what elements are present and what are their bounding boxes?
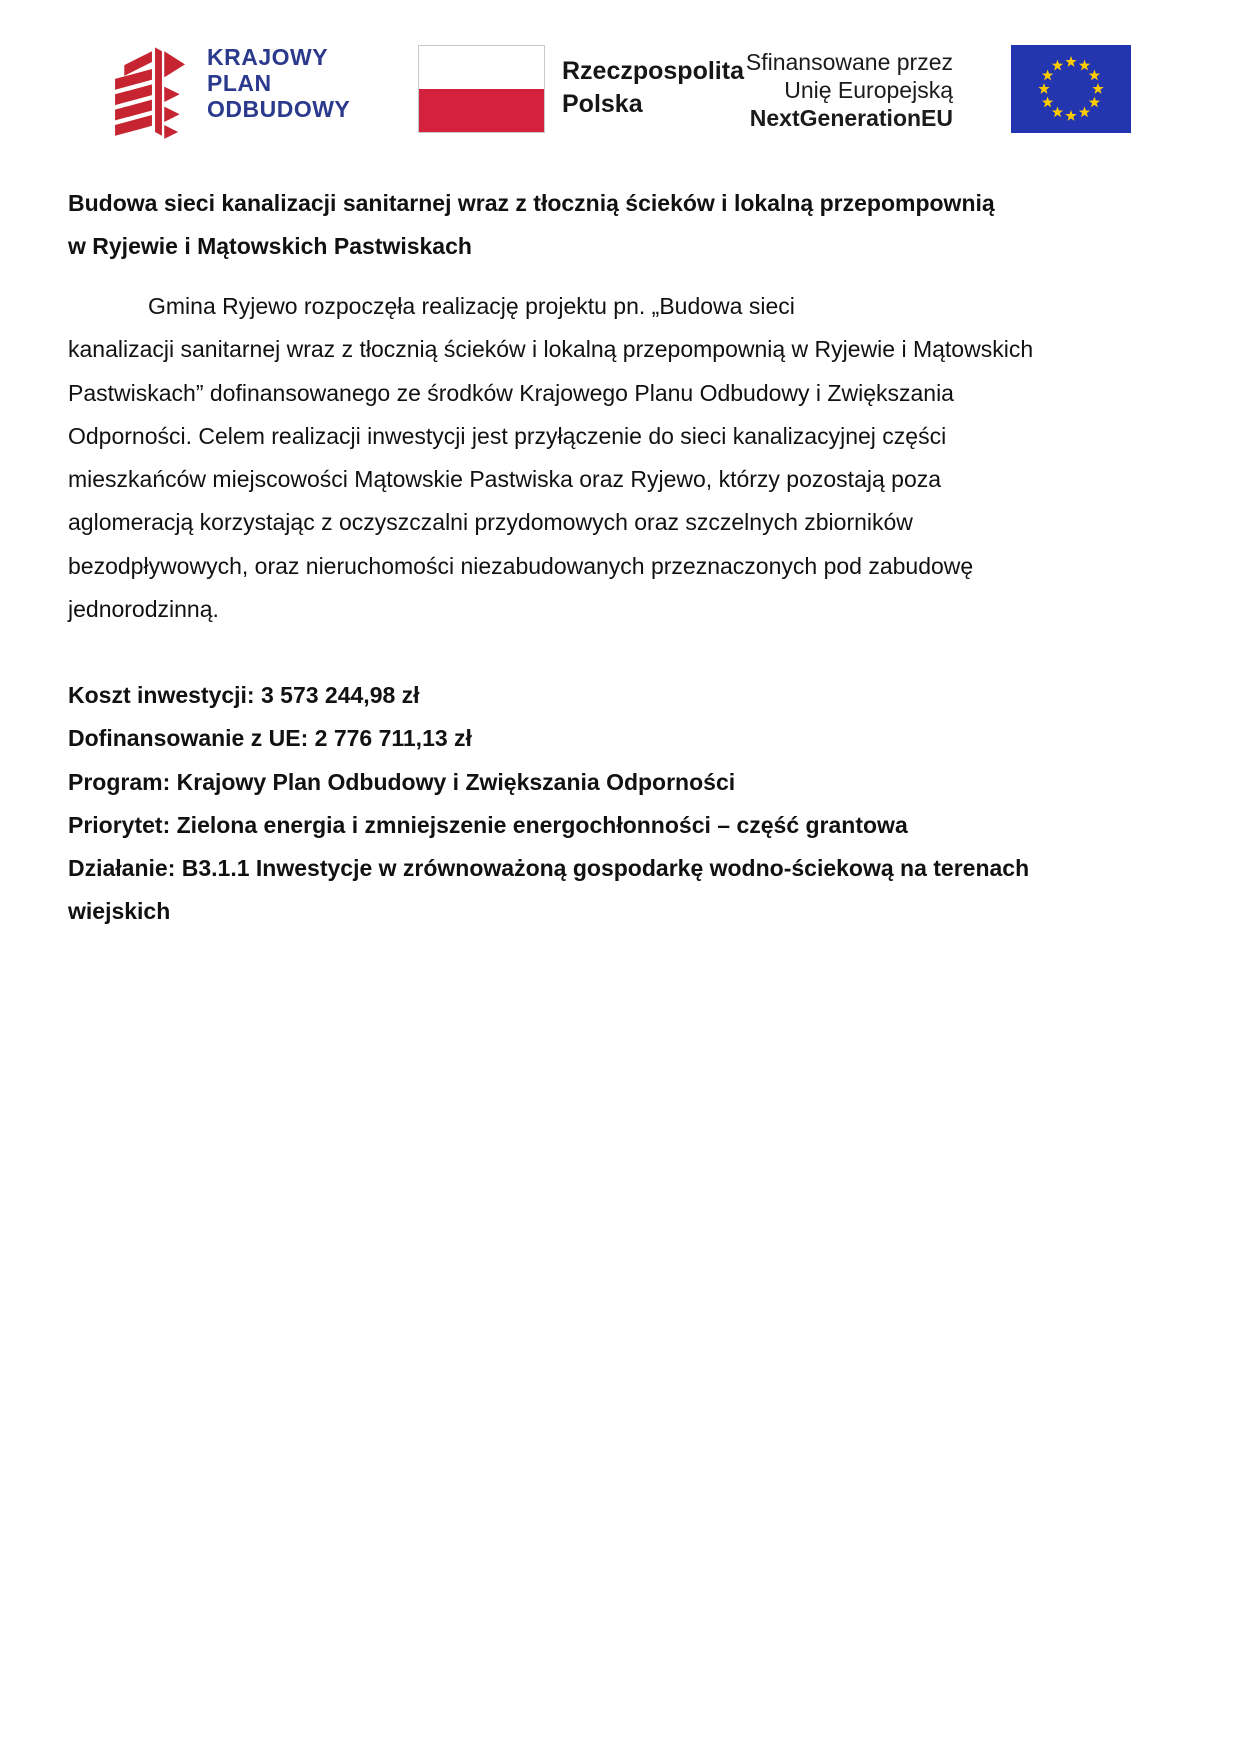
detail-action: Działanie: B3.1.1 Inwestycje w zrównoważoną gospodarkę wodno-ściekową na terenach	[68, 855, 1030, 882]
paragraph-line: Gmina Ryjewo rozpoczęła realizację projektu pn. „Budowa sieci	[148, 293, 795, 319]
detail-program: Program: Krajowy Plan Odbudowy i Zwiększania Odporności	[68, 768, 736, 795]
poland-flag-white-stripe	[419, 46, 544, 89]
paragraph-line: Odporności. Celem realizacji inwestycji jest przyłączenie do sieci kanalizacyjnej części	[68, 422, 947, 449]
paragraph-line: mieszkańców miejscowości Mątowskie Pastwiska oraz Ryjewo, którzy pozostają poza	[68, 466, 942, 493]
paragraph-line: jednorodzinną.	[68, 596, 219, 623]
project-description-paragraph	[68, 285, 1033, 631]
eu-funding-line: Sfinansowane przez	[745, 49, 953, 75]
detail-priority: Priorytet: Zielona energia i zmniejszenie energochłonności – część grantowa	[68, 811, 908, 838]
next-generation-eu-label: NextGenerationEU	[749, 105, 953, 131]
eu-funding-text	[690, 48, 953, 132]
title-line: Budowa sieci kanalizacji sanitarnej wraz z tłocznią ścieków i lokalną przepompownią	[68, 190, 995, 216]
project-details	[68, 674, 1029, 934]
paragraph-line: aglomeracją korzystając z oczyszczalni przydomowych oraz szczelnych zbiorników	[68, 509, 913, 536]
poland-name-line: Polska	[562, 90, 643, 118]
kpo-logo-line: KRAJOWY	[207, 44, 329, 70]
kpo-building-icon	[112, 45, 185, 139]
kpo-logo-text	[207, 44, 350, 122]
kpo-logo-line: PLAN	[207, 70, 272, 96]
poland-flag	[418, 45, 545, 133]
document-title	[68, 182, 995, 269]
detail-action-continued: wiejskich	[68, 898, 171, 925]
detail-eu-funding: Dofinansowanie z UE: 2 776 711,13 zł	[68, 725, 472, 752]
paragraph-line: bezodpływowych, oraz nieruchomości niezabudowanych przeznaczonych pod zabudowę	[68, 552, 974, 579]
paragraph-line: kanalizacji sanitarnej wraz z tłocznią ścieków i lokalną przepompownią w Ryjewie i Mątowskich	[68, 336, 1034, 363]
kpo-logo-line: ODBUDOWY	[207, 96, 351, 122]
poland-name-line: Rzeczpospolita	[562, 57, 744, 85]
title-line: w Ryjewie i Mątowskich Pastwiskach	[68, 233, 472, 260]
paragraph-line: Pastwiskach” dofinansowanego ze środków Krajowego Planu Odbudowy i Zwiększania	[68, 379, 954, 406]
poland-flag-red-stripe	[419, 89, 544, 132]
eu-flag	[1011, 45, 1131, 133]
eu-funding-line: Unię Europejską	[784, 77, 953, 103]
detail-cost: Koszt inwestycji: 3 573 244,98 zł	[68, 682, 420, 708]
